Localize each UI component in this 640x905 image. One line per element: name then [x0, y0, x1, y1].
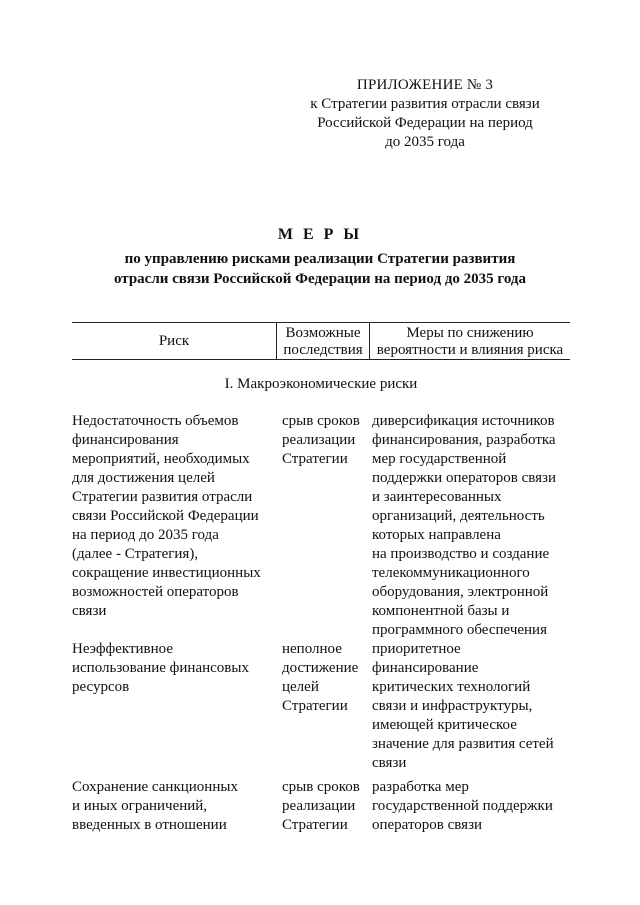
text-line: связи и инфраструктуры,: [372, 698, 533, 714]
text-line: приоритетное: [372, 641, 461, 657]
row-2-measures: [372, 640, 570, 773]
text-line: значение для развития сетей: [372, 736, 554, 752]
table-row: [72, 412, 570, 640]
text-line: финансирование: [372, 660, 479, 676]
subtitle-line-1: по управлению рисками реализации Стратегии развития: [124, 251, 516, 267]
text-line: Сохранение санкционных: [72, 779, 238, 795]
text-line: организаций, деятельность: [372, 508, 545, 524]
text-line: Стратегии: [282, 817, 348, 833]
text-line: государственной поддержки: [372, 798, 553, 814]
annex-line-3: до 2035 года: [385, 134, 465, 150]
text-line: Стратегии развития отрасли: [72, 489, 253, 505]
text-line: реализации: [282, 798, 356, 814]
text-line: операторов связи: [372, 817, 483, 833]
text-line: использование финансовых: [72, 660, 249, 676]
text-line: критических технологий: [372, 679, 531, 695]
text-line: мер государственной: [372, 451, 507, 467]
table-rows: [72, 412, 570, 838]
text-line: сокращение инвестиционных: [72, 565, 261, 581]
annex-line-1: к Стратегии развития отрасли связи: [310, 96, 540, 112]
text-line: финансирования, разработка: [372, 432, 556, 448]
text-line: связи: [372, 755, 407, 771]
text-line: возможностей операторов: [72, 584, 239, 600]
annex-title: ПРИЛОЖЕНИЕ № 3: [356, 77, 494, 93]
table-row: [72, 778, 570, 838]
text-line: срыв сроков: [282, 779, 360, 795]
text-line: на производство и создание: [372, 546, 550, 562]
header-measures-line-1: Меры по снижению: [406, 325, 534, 341]
document-subtitle: [0, 249, 640, 289]
row-1-measures: [372, 412, 570, 640]
text-line: неполное: [282, 641, 342, 657]
text-line: финансирования: [72, 432, 179, 448]
text-line: диверсификация источников: [372, 413, 555, 429]
text-line: мероприятий, необходимых: [72, 451, 250, 467]
text-line: Стратегии: [282, 451, 348, 467]
section-heading: I. Макроэкономические риски: [224, 376, 418, 392]
text-line: которых направлена: [372, 527, 501, 543]
text-line: на период до 2035 года: [72, 527, 219, 543]
header-measures: [370, 325, 570, 359]
row-1-risk: [72, 412, 276, 621]
table-header: [72, 322, 570, 360]
annex-line-2: Российской Федерации на период: [317, 115, 533, 131]
document-title: М Е Р Ы: [277, 226, 363, 243]
text-line: введенных в отношении: [72, 817, 227, 833]
text-line: достижение: [282, 660, 359, 676]
row-3-consequences: [282, 778, 366, 835]
text-line: компонентной базы и: [372, 603, 510, 619]
header-measures-line-2: вероятности и влияния риска: [376, 342, 564, 358]
table-row: [72, 640, 570, 778]
text-line: связи: [72, 603, 107, 619]
text-line: Неэффективное: [72, 641, 173, 657]
text-line: телекоммуникационного: [372, 565, 530, 581]
header-consequences-line-1: Возможные: [285, 325, 361, 341]
row-2-risk: [72, 640, 276, 697]
row-3-risk: [72, 778, 276, 835]
text-line: реализации: [282, 432, 356, 448]
text-line: разработка мер: [372, 779, 469, 795]
row-1-consequences: [282, 412, 366, 469]
header-consequences-line-2: последствия: [283, 342, 363, 358]
text-line: и заинтересованных: [372, 489, 502, 505]
row-3-measures: [372, 778, 570, 835]
text-line: целей: [282, 679, 319, 695]
text-line: связи Российской Федерации: [72, 508, 259, 524]
text-line: поддержки операторов связи: [372, 470, 556, 486]
text-line: и иных ограничений,: [72, 798, 208, 814]
subtitle-line-2: отрасли связи Российской Федерации на период до 2035 года: [113, 271, 527, 287]
annex-block: [300, 76, 550, 152]
text-line: программного обеспечения: [372, 622, 547, 638]
text-line: для достижения целей: [72, 470, 215, 486]
text-line: срыв сроков: [282, 413, 360, 429]
text-line: Недостаточность объемов: [72, 413, 239, 429]
header-risk: Риск: [158, 333, 190, 349]
text-line: оборудования, электронной: [372, 584, 549, 600]
text-line: ресурсов: [72, 679, 130, 695]
text-line: (далее - Стратегия),: [72, 546, 199, 562]
row-2-consequences: [282, 640, 366, 716]
header-consequences: [277, 325, 369, 359]
text-line: имеющей критическое: [372, 717, 517, 733]
text-line: Стратегии: [282, 698, 348, 714]
